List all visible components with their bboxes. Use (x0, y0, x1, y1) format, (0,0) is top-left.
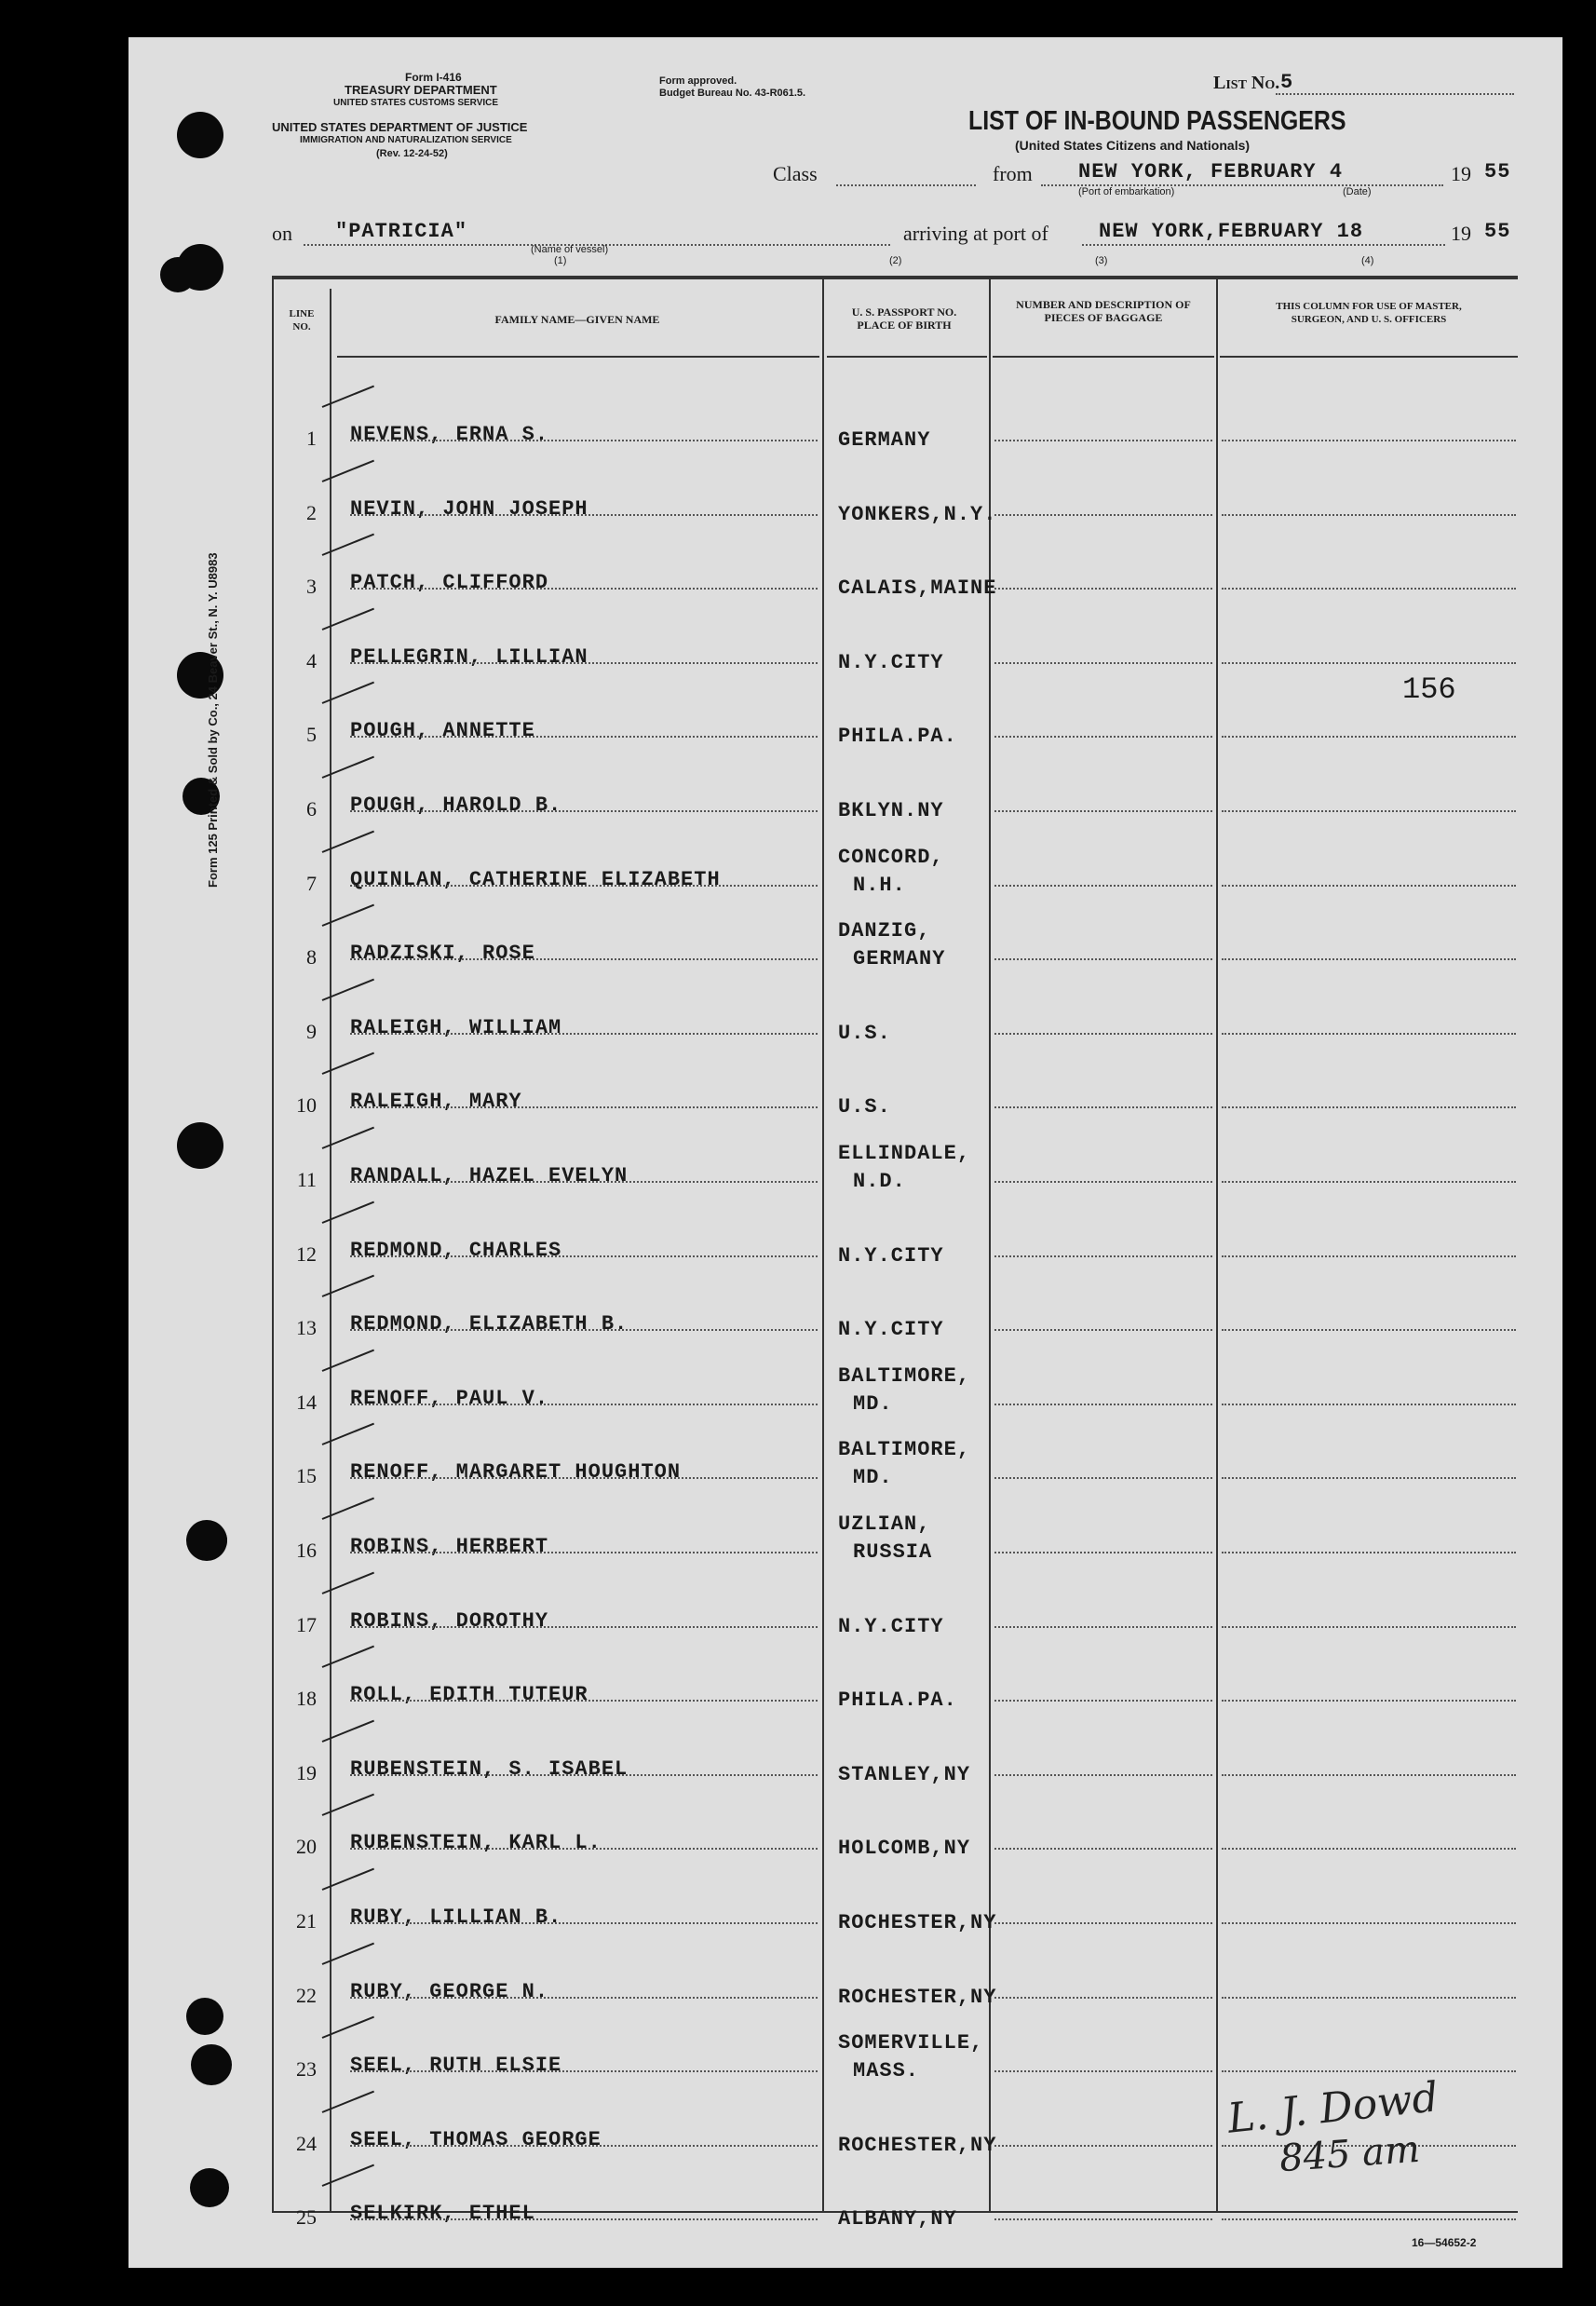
place-of-birth-line: DANZIG, (838, 919, 931, 943)
place-of-birth-line: GERMANY (838, 428, 931, 452)
passenger-name: NEVIN, JOHN JOSEPH (350, 496, 588, 521)
line-number: 3 (306, 575, 317, 599)
passenger-row (0, 1948, 1596, 2023)
budget-bureau: Budget Bureau No. 43-R061.5. (659, 88, 806, 99)
baggage-leader (994, 1477, 1212, 1479)
officer-leader (1222, 1552, 1516, 1553)
baggage-leader (994, 1181, 1212, 1183)
place-of-birth (838, 547, 996, 603)
place-of-birth (838, 1436, 970, 1492)
justice-dept: UNITED STATES DEPARTMENT OF JUSTICE (272, 120, 528, 134)
officer-leader (1222, 1181, 1516, 1183)
place-of-birth (838, 399, 930, 454)
place-of-birth (838, 621, 944, 677)
name-leader (350, 1997, 818, 1999)
baggage-leader (994, 1552, 1212, 1553)
punch-hole (177, 112, 223, 158)
place-of-birth-line: YONKERS,N.Y. (838, 502, 997, 526)
officer-leader (1222, 1626, 1516, 1628)
line-number: 21 (296, 1909, 317, 1933)
place-of-birth (838, 2104, 996, 2160)
officer-leader (1222, 2070, 1516, 2072)
place-of-birth-line: ALBANY,NY (838, 2207, 957, 2231)
passenger-name: RENOFF, MARGARET HOUGHTON (350, 1460, 682, 1485)
line-number: 12 (296, 1241, 317, 1266)
passenger-name: POUGH, ANNETTE (350, 719, 535, 743)
table-top-rule (272, 276, 1518, 279)
passenger-row (0, 910, 1596, 984)
officer-leader (1222, 1477, 1516, 1479)
passenger-name: SEEL, THOMAS GEORGE (350, 2127, 602, 2151)
officer-leader (1222, 1106, 1516, 1108)
place-of-birth-line (838, 1659, 957, 1687)
header-name: FAMILY NAME—GIVEN NAME (494, 313, 660, 326)
place-of-birth-line: BALTIMORE, (838, 1363, 971, 1388)
header-baggage: NUMBER AND DESCRIPTION OF PIECES OF BAGGAGE (1016, 298, 1191, 324)
name-leader (350, 1700, 818, 1702)
place-of-birth-line: U.S. (838, 1021, 891, 1045)
passenger-name: RALEIGH, MARY (350, 1090, 522, 1114)
signature-time: 845 am (1278, 2127, 1422, 2181)
line-number: 16 (296, 1539, 317, 1562)
name-leader (350, 1848, 818, 1850)
place-of-birth (838, 1807, 970, 1863)
stamp-number: 156 (1402, 672, 1456, 707)
passenger-name: PATCH, CLIFFORD (350, 571, 549, 595)
passenger-row (0, 1726, 1596, 1800)
document-title: LIST OF IN-BOUND PASSENGERS (968, 106, 1346, 136)
place-of-birth-line (838, 992, 891, 1020)
vessel-name: "PATRICIA" (335, 220, 468, 243)
baggage-leader (994, 2070, 1212, 2072)
place-of-birth-line (838, 1881, 996, 1909)
passenger-name: REDMOND, CHARLES (350, 1238, 562, 1262)
place-of-birth-line: ELLINDALE, (838, 1142, 971, 1165)
line-number: 9 (306, 1019, 317, 1043)
place-of-birth-line: ROCHESTER,NY (838, 2133, 997, 2157)
passenger-row (0, 984, 1596, 1059)
baggage-leader (994, 1404, 1212, 1405)
place-of-birth (838, 1140, 970, 1196)
place-of-birth-line: N.Y.CITY (838, 650, 944, 674)
officer-leader (1222, 1404, 1516, 1405)
list-no-leader (1276, 93, 1514, 95)
passenger-row (0, 836, 1596, 911)
officer-leader (1222, 1922, 1516, 1924)
header-rule-passport (827, 356, 987, 358)
name-leader (350, 1922, 818, 1924)
line-number: 14 (296, 1390, 317, 1414)
baggage-leader (994, 958, 1212, 960)
place-of-birth-line: MD. (853, 1466, 893, 1490)
baggage-leader (994, 440, 1212, 441)
name-leader (350, 440, 818, 441)
place-of-birth-line: N.D. (853, 1170, 906, 1193)
passenger-row (0, 1578, 1596, 1652)
name-leader (350, 810, 818, 812)
passenger-row (0, 614, 1596, 688)
passenger-name: RUBENSTEIN, KARL L. (350, 1831, 602, 1855)
passenger-row (0, 1355, 1596, 1430)
baggage-leader (994, 736, 1212, 738)
name-leader (350, 1774, 818, 1776)
line-number: 8 (306, 945, 317, 970)
header-line-no: LINE NO. (289, 308, 315, 332)
revision: (Rev. 12-24-52) (376, 148, 448, 159)
place-of-birth (838, 769, 944, 825)
officer-leader (1222, 1774, 1516, 1776)
place-of-birth-line: BALTIMORE, (838, 1438, 971, 1462)
date-caption: (Date) (1343, 186, 1372, 197)
place-of-birth-line: N.Y.CITY (838, 1243, 944, 1268)
name-leader (350, 588, 818, 590)
name-leader (350, 2145, 818, 2147)
name-leader (350, 1329, 818, 1331)
line-number: 6 (306, 797, 317, 821)
baggage-leader (994, 1922, 1212, 1924)
column-1-marker: (1) (554, 255, 567, 266)
customs-service: UNITED STATES CUSTOMS SERVICE (333, 98, 499, 108)
header-rule-baggage (993, 356, 1214, 358)
line-number: 18 (296, 1687, 317, 1711)
year-1: 55 (1484, 160, 1511, 183)
baggage-leader (994, 662, 1212, 664)
baggage-leader (994, 588, 1212, 590)
passenger-row (0, 2170, 1596, 2245)
baggage-leader (994, 1700, 1212, 1702)
place-of-birth (838, 1214, 944, 1270)
list-no-value: 5 (1280, 71, 1294, 94)
line-number: 23 (296, 2057, 317, 2082)
line-number: 11 (296, 1168, 317, 1191)
place-of-birth-line (838, 1585, 944, 1613)
place-of-birth (838, 1585, 944, 1641)
passenger-row (0, 1281, 1596, 1355)
place-of-birth-line (838, 621, 944, 649)
passenger-name: RADZISKI, ROSE (350, 942, 535, 966)
on-label: on (272, 222, 292, 245)
passenger-row (0, 1058, 1596, 1133)
line-number: 15 (296, 1464, 317, 1488)
place-of-birth (838, 1065, 891, 1121)
name-leader (350, 662, 818, 664)
place-of-birth-line (838, 1733, 970, 1761)
passenger-row (0, 391, 1596, 466)
ins: IMMIGRATION AND NATURALIZATION SERVICE (300, 135, 512, 145)
passenger-row (0, 1133, 1596, 1207)
place-of-birth (838, 917, 945, 973)
officer-leader (1222, 2218, 1516, 2220)
form-number: Form I-416 (405, 71, 462, 84)
arriving-value: NEW YORK,FEBRUARY 18 (1099, 220, 1364, 243)
name-leader (350, 514, 818, 516)
line-number: 4 (306, 648, 317, 672)
place-of-birth-line: CONCORD, (838, 845, 944, 869)
line-number: 24 (296, 2131, 317, 2155)
header-rule-officers (1220, 356, 1518, 358)
passenger-row (0, 762, 1596, 836)
place-of-birth-line: GERMANY (853, 947, 946, 971)
officer-leader (1222, 662, 1516, 664)
class-label: Class (773, 162, 818, 185)
place-of-birth (838, 2029, 983, 2085)
place-of-birth-line: SOMERVILLE, (838, 2031, 984, 2055)
passenger-row (0, 1429, 1596, 1503)
baggage-leader (994, 810, 1212, 812)
line-number: 2 (306, 500, 317, 524)
column-4-marker: (4) (1361, 255, 1374, 266)
year-2: 55 (1484, 220, 1511, 243)
name-leader (350, 885, 818, 887)
place-of-birth (838, 1659, 957, 1715)
baggage-leader (994, 514, 1212, 516)
place-of-birth (838, 2177, 957, 2233)
name-leader (350, 1106, 818, 1108)
name-leader (350, 1477, 818, 1479)
place-of-birth-line (838, 399, 930, 427)
place-of-birth-line: N.Y.CITY (838, 1614, 944, 1638)
place-of-birth (838, 1881, 996, 1937)
form-approved: Form approved. (659, 75, 737, 87)
baggage-leader (994, 1997, 1212, 1999)
name-leader (350, 1626, 818, 1628)
officer-leader (1222, 1033, 1516, 1035)
place-of-birth (838, 1288, 944, 1344)
baggage-leader (994, 1774, 1212, 1776)
baggage-leader (994, 2145, 1212, 2147)
name-leader (350, 2070, 818, 2072)
officer-leader (1222, 885, 1516, 887)
line-number: 22 (296, 1983, 317, 2007)
passenger-name: PELLEGRIN, LILLIAN (350, 644, 588, 669)
passenger-row (0, 1799, 1596, 1874)
place-of-birth-line (838, 1956, 996, 1984)
place-of-birth-line: N.Y.CITY (838, 1318, 944, 1342)
punch-hole (160, 257, 196, 292)
place-of-birth (838, 1511, 932, 1567)
officer-leader (1222, 810, 1516, 812)
list-no-label: List No. (1213, 73, 1280, 93)
place-of-birth-line: PHILA.PA. (838, 1689, 957, 1713)
name-leader (350, 1033, 818, 1035)
header-passport: U. S. PASSPORT NO. PLACE OF BIRTH (851, 305, 957, 332)
header-officers: THIS COLUMN FOR USE OF MASTER, SURGEON, AND U. S. OFFICERS (1276, 301, 1462, 325)
place-of-birth-line: UZLIAN, (838, 1512, 931, 1536)
line-number: 7 (306, 871, 317, 895)
year-prefix-1: 19 (1451, 162, 1471, 185)
name-leader (350, 958, 818, 960)
passenger-row (0, 539, 1596, 614)
passenger-row (0, 1503, 1596, 1578)
baggage-leader (994, 1106, 1212, 1108)
header-rule-name (337, 356, 819, 358)
place-of-birth-line: ROCHESTER,NY (838, 1911, 997, 1934)
place-of-birth-line: PHILA.PA. (838, 725, 957, 749)
port-embark-caption: (Port of embarkation) (1078, 186, 1175, 197)
line-number: 20 (296, 1835, 317, 1859)
officer-leader (1222, 736, 1516, 738)
officer-leader (1222, 1255, 1516, 1257)
place-of-birth-line: U.S. (838, 1095, 891, 1119)
passenger-name: REDMOND, ELIZABETH B. (350, 1312, 629, 1336)
name-leader (350, 1181, 818, 1183)
officer-leader (1222, 588, 1516, 590)
place-of-birth-line (838, 1288, 944, 1316)
line-number: 25 (296, 2205, 317, 2230)
place-of-birth-line (838, 1065, 891, 1093)
arriving-leader (1082, 244, 1445, 246)
place-of-birth-line (838, 1807, 970, 1835)
place-of-birth (838, 992, 891, 1048)
passenger-name: QUINLAN, CATHERINE ELIZABETH (350, 867, 721, 891)
place-of-birth (838, 844, 944, 900)
place-of-birth-line (838, 1214, 944, 1242)
name-leader (350, 736, 818, 738)
officer-leader (1222, 958, 1516, 960)
column-2-marker: (2) (889, 255, 902, 266)
place-of-birth (838, 1956, 996, 2012)
officer-leader (1222, 440, 1516, 441)
passenger-row (0, 687, 1596, 762)
document-subtitle: (United States Citizens and Nationals) (1015, 138, 1251, 153)
printer-imprint: Form 125 Printed & Sold by Co., 24 Beaver St., N. Y. U8983 (206, 552, 220, 888)
name-leader (350, 1552, 818, 1553)
place-of-birth-line (838, 769, 944, 797)
footer-code: 16—54652-2 (1412, 2236, 1477, 2249)
line-number: 5 (306, 723, 317, 747)
passenger-name: RUBENSTEIN, S. ISABEL (350, 1757, 629, 1781)
place-of-birth-line (838, 547, 996, 575)
passenger-name: NEVENS, ERNA S. (350, 423, 549, 446)
place-of-birth-line: STANLEY,NY (838, 1762, 971, 1786)
place-of-birth-line (838, 695, 957, 723)
signature: L. J. Dowd (1224, 2073, 1441, 2143)
passenger-name: SEEL, RUTH ELSIE (350, 2054, 562, 2078)
baggage-leader (994, 1255, 1212, 1257)
officer-leader (1222, 514, 1516, 516)
baggage-leader (994, 885, 1212, 887)
place-of-birth-line: ROCHESTER,NY (838, 1985, 997, 2009)
year-prefix-2: 19 (1451, 222, 1471, 245)
baggage-leader (994, 1033, 1212, 1035)
passenger-row (0, 1651, 1596, 1726)
passenger-name: SELKIRK, ETHEL (350, 2202, 535, 2226)
line-number: 1 (306, 427, 317, 450)
name-leader (350, 2218, 818, 2220)
officer-leader (1222, 1700, 1516, 1702)
place-of-birth-line (838, 2177, 957, 2205)
place-of-birth-line: CALAIS,MAINE (838, 576, 997, 601)
treasury-dept: TREASURY DEPARTMENT (345, 83, 497, 97)
passenger-name: ROLL, EDITH TUTEUR (350, 1683, 588, 1707)
passenger-name: RALEIGH, WILLIAM (350, 1015, 562, 1039)
line-number: 17 (296, 1612, 317, 1636)
place-of-birth (838, 473, 996, 529)
officer-leader (1222, 1997, 1516, 1999)
from-label: from (993, 162, 1033, 185)
officer-leader (1222, 1848, 1516, 1850)
line-number: 13 (296, 1316, 317, 1340)
name-leader (350, 1404, 818, 1405)
passenger-name: ROBINS, HERBERT (350, 1535, 549, 1558)
place-of-birth-line: HOLCOMB,NY (838, 1837, 971, 1861)
baggage-leader (994, 1626, 1212, 1628)
place-of-birth-line (838, 2104, 996, 2132)
place-of-birth-line: N.H. (853, 873, 906, 897)
baggage-leader (994, 1329, 1212, 1331)
line-number: 19 (296, 1760, 317, 1784)
baggage-leader (994, 1848, 1212, 1850)
passenger-name: RUBY, GEORGE N. (350, 1979, 549, 2003)
passenger-row (0, 1874, 1596, 1948)
place-of-birth-line (838, 473, 996, 501)
place-of-birth (838, 1363, 970, 1418)
place-of-birth-line: RUSSIA (853, 1540, 933, 1564)
passenger-name: RANDALL, HAZEL EVELYN (350, 1164, 629, 1187)
place-of-birth-line: MASS. (853, 2059, 920, 2083)
passenger-name: RUBY, LILLIAN B. (350, 1906, 562, 1929)
place-of-birth-line: BKLYN.NY (838, 799, 944, 822)
passenger-name: POUGH, HAROLD B. (350, 794, 562, 817)
place-of-birth (838, 1733, 970, 1789)
passenger-name: RENOFF, PAUL V. (350, 1386, 549, 1410)
vessel-caption: (Name of vessel) (531, 244, 609, 255)
baggage-leader (994, 2218, 1212, 2220)
column-3-marker: (3) (1095, 255, 1108, 266)
passenger-name: ROBINS, DOROTHY (350, 1608, 549, 1633)
officer-leader (1222, 1329, 1516, 1331)
arriving-label: arriving at port of (903, 222, 1048, 245)
passenger-row (0, 466, 1596, 540)
line-number: 10 (296, 1093, 317, 1118)
place-of-birth (838, 695, 957, 751)
from-value: NEW YORK, FEBRUARY 4 (1078, 160, 1344, 183)
name-leader (350, 1255, 818, 1257)
place-of-birth-line: MD. (853, 1391, 893, 1416)
passenger-row (0, 1207, 1596, 1282)
class-leader (836, 184, 976, 186)
